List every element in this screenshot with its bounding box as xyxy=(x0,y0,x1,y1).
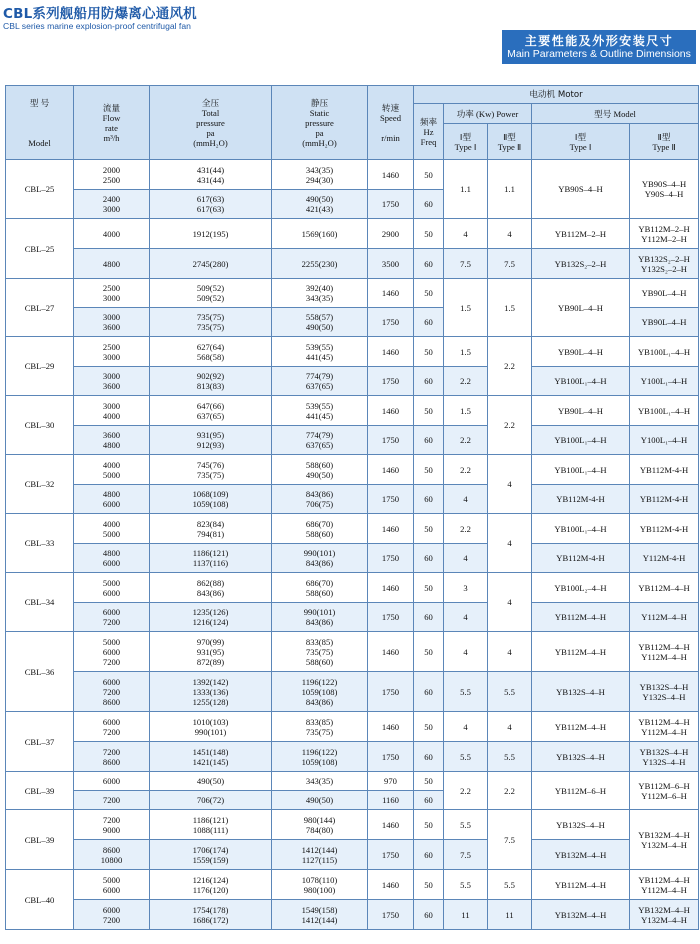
flow-cell: 2500 3000 xyxy=(74,279,150,308)
motor-type1-cell: YB100L₁–4–H xyxy=(532,514,630,544)
speed-cell: 1750 xyxy=(368,426,414,455)
speed-cell: 1750 xyxy=(368,900,414,930)
freq-cell: 50 xyxy=(414,632,444,672)
flow-cell: 2000 2500 xyxy=(74,160,150,190)
power-type1-cell: 2.2 xyxy=(444,514,488,544)
freq-cell: 50 xyxy=(414,455,444,485)
power-type2-cell: 5.5 xyxy=(488,672,532,712)
motor-type1-cell: YB100L₁–4–H xyxy=(532,426,630,455)
total-pressure-cell: 617(63) 617(63) xyxy=(150,190,272,219)
power-type1-cell: 5.5 xyxy=(444,870,488,900)
motor-type1-cell: YB100L₂–4–H xyxy=(532,573,630,603)
motor-type2-cell: Y112M-4-H xyxy=(630,544,699,573)
power-type1-cell: 1.1 xyxy=(444,160,488,219)
power-type2-cell: 2.2 xyxy=(488,396,532,455)
static-pressure-cell: 686(70) 588(60) xyxy=(272,573,368,603)
motor-type2-cell: YB112M-4-H xyxy=(630,514,699,544)
motor-type1-cell: YB132S–4–H xyxy=(532,742,630,772)
static-pressure-cell: 539(55) 441(45) xyxy=(272,337,368,367)
power-type1-cell: 4 xyxy=(444,603,488,632)
section-title-zh: 主要性能及外形安装尺寸 xyxy=(524,34,674,48)
power-type1-cell: 3 xyxy=(444,573,488,603)
static-pressure-cell: 588(60) 490(50) xyxy=(272,455,368,485)
freq-cell: 60 xyxy=(414,367,444,396)
total-pressure-cell: 1186(121) 1137(116) xyxy=(150,544,272,573)
speed-cell: 2900 xyxy=(368,219,414,249)
power-type1-cell: 1.5 xyxy=(444,337,488,367)
power-type1-cell: 2.2 xyxy=(444,426,488,455)
flow-cell: 3000 3600 xyxy=(74,367,150,396)
header-model: 型 号 Model xyxy=(6,86,74,160)
header-speed: 转速 Speed r/min xyxy=(368,86,414,160)
static-pressure-cell: 343(35) xyxy=(272,772,368,791)
header-motor-type1: Ⅰ型 Type Ⅰ xyxy=(532,124,630,160)
model-cell: CBL–37 xyxy=(6,712,74,772)
speed-cell: 1460 xyxy=(368,396,414,426)
motor-type1-cell: YB90L–4–H xyxy=(532,279,630,337)
power-type1-cell: 2.2 xyxy=(444,772,488,810)
motor-type2-cell: YB112M-4-H xyxy=(630,485,699,514)
freq-cell: 50 xyxy=(414,514,444,544)
power-type2-cell: 5.5 xyxy=(488,742,532,772)
motor-type2-cell: YB132S–4–H Y132S–4–H xyxy=(630,672,699,712)
flow-cell: 6000 xyxy=(74,772,150,791)
header-power-type2: Ⅱ型 Type Ⅱ xyxy=(488,124,532,160)
motor-type2-cell: YB132M–4–H Y132M–4–H xyxy=(630,900,699,930)
flow-cell: 3600 4800 xyxy=(74,426,150,455)
flow-cell: 4800 6000 xyxy=(74,485,150,514)
power-type1-cell: 4 xyxy=(444,219,488,249)
total-pressure-cell: 1392(142) 1333(136) 1255(128) xyxy=(150,672,272,712)
speed-cell: 1460 xyxy=(368,573,414,603)
freq-cell: 60 xyxy=(414,840,444,870)
static-pressure-cell: 843(86) 706(75) xyxy=(272,485,368,514)
speed-cell: 1750 xyxy=(368,190,414,219)
motor-type1-cell: YB112M–2–H xyxy=(532,219,630,249)
model-cell: CBL–34 xyxy=(6,573,74,632)
power-type2-cell: 1.1 xyxy=(488,160,532,219)
header-total-pressure: 全压 Total pressure pa (mmH₂O) xyxy=(150,86,272,160)
freq-cell: 60 xyxy=(414,900,444,930)
brand-header xyxy=(0,0,235,34)
series-title-zh: CBL系列舰船用防爆离心通风机 xyxy=(3,6,197,22)
freq-cell: 50 xyxy=(414,160,444,190)
series-title-en: CBL series marine explosion-proof centrifugal fan xyxy=(3,21,191,31)
static-pressure-cell: 833(85) 735(75) 588(60) xyxy=(272,632,368,672)
freq-cell: 60 xyxy=(414,603,444,632)
static-pressure-cell: 833(85) 735(75) xyxy=(272,712,368,742)
static-pressure-cell: 990(101) 843(86) xyxy=(272,603,368,632)
flow-cell: 6000 7200 xyxy=(74,603,150,632)
power-type2-cell: 4 xyxy=(488,219,532,249)
static-pressure-cell: 1549(158) 1412(144) xyxy=(272,900,368,930)
total-pressure-cell: 1706(174) 1559(159) xyxy=(150,840,272,870)
total-pressure-cell: 1010(103) 990(101) xyxy=(150,712,272,742)
flow-cell: 4800 6000 xyxy=(74,544,150,573)
motor-type1-cell: YB132M–4–H xyxy=(532,900,630,930)
flow-cell: 4000 5000 xyxy=(74,514,150,544)
freq-cell: 50 xyxy=(414,712,444,742)
model-cell: CBL–33 xyxy=(6,514,74,573)
model-cell: CBL–39 xyxy=(6,810,74,870)
freq-cell: 60 xyxy=(414,485,444,514)
speed-cell: 1460 xyxy=(368,712,414,742)
motor-type2-cell: YB90L–4–H xyxy=(630,308,699,337)
header-motor-model: 型号 Model xyxy=(532,104,699,124)
flow-cell: 4000 xyxy=(74,219,150,249)
freq-cell: 50 xyxy=(414,279,444,308)
power-type2-cell: 7.5 xyxy=(488,810,532,870)
freq-cell: 60 xyxy=(414,426,444,455)
motor-type1-cell: YB112M–4–H xyxy=(532,712,630,742)
motor-type2-cell: YB112M–4–H Y112M–4–H xyxy=(630,712,699,742)
freq-cell: 50 xyxy=(414,396,444,426)
power-type1-cell: 4 xyxy=(444,712,488,742)
power-type1-cell: 5.5 xyxy=(444,742,488,772)
total-pressure-cell: 902(92) 813(83) xyxy=(150,367,272,396)
motor-type2-cell: YB112M–4–H Y112M–4–H xyxy=(630,632,699,672)
static-pressure-cell: 343(35) 294(30) xyxy=(272,160,368,190)
freq-cell: 60 xyxy=(414,190,444,219)
header-flow: 流量 Flow rate m³/h xyxy=(74,86,150,160)
total-pressure-cell: 1216(124) 1176(120) xyxy=(150,870,272,900)
total-pressure-cell: 745(76) 735(75) xyxy=(150,455,272,485)
static-pressure-cell: 1569(160) xyxy=(272,219,368,249)
flow-cell: 5000 6000 7200 xyxy=(74,632,150,672)
motor-type1-cell: YB112M–6–H xyxy=(532,772,630,810)
total-pressure-cell: 970(99) 931(95) 872(89) xyxy=(150,632,272,672)
power-type2-cell: 5.5 xyxy=(488,870,532,900)
total-pressure-cell: 509(52) 509(52) xyxy=(150,279,272,308)
speed-cell: 1750 xyxy=(368,308,414,337)
freq-cell: 50 xyxy=(414,219,444,249)
flow-cell: 2400 3000 xyxy=(74,190,150,219)
power-type2-cell: 4 xyxy=(488,514,532,573)
power-type2-cell: 4 xyxy=(488,712,532,742)
static-pressure-cell: 774(79) 637(65) xyxy=(272,367,368,396)
static-pressure-cell: 686(70) 588(60) xyxy=(272,514,368,544)
model-cell: CBL–32 xyxy=(6,455,74,514)
flow-cell: 5000 6000 xyxy=(74,870,150,900)
motor-type2-cell: YB100L₁–4–H xyxy=(630,337,699,367)
motor-type2-cell: YB112M–4–H xyxy=(630,573,699,603)
static-pressure-cell: 1196(122) 1059(108) xyxy=(272,742,368,772)
speed-cell: 1460 xyxy=(368,632,414,672)
power-type1-cell: 11 xyxy=(444,900,488,930)
total-pressure-cell: 2745(280) xyxy=(150,249,272,279)
power-type2-cell: 4 xyxy=(488,632,532,672)
flow-cell: 5000 6000 xyxy=(74,573,150,603)
power-type1-cell: 2.2 xyxy=(444,455,488,485)
table-body xyxy=(6,160,699,930)
motor-type1-cell: YB132S–4–H xyxy=(532,672,630,712)
speed-cell: 1460 xyxy=(368,337,414,367)
motor-type2-cell: YB112M–6–H Y112M–6–H xyxy=(630,772,699,810)
flow-cell: 3000 4000 xyxy=(74,396,150,426)
power-type1-cell: 5.5 xyxy=(444,810,488,840)
model-cell: CBL–25 xyxy=(6,160,74,219)
power-type1-cell: 5.5 xyxy=(444,672,488,712)
parameters-table-wrap xyxy=(5,85,698,930)
header-motor: 电动机 Motor xyxy=(414,86,699,104)
freq-cell: 50 xyxy=(414,810,444,840)
static-pressure-cell: 1078(110) 980(100) xyxy=(272,870,368,900)
flow-cell: 2500 3000 xyxy=(74,337,150,367)
freq-cell: 60 xyxy=(414,544,444,573)
power-type1-cell: 1.5 xyxy=(444,279,488,337)
speed-cell: 1750 xyxy=(368,544,414,573)
static-pressure-cell: 392(40) 343(35) xyxy=(272,279,368,308)
speed-cell: 970 xyxy=(368,772,414,791)
motor-type1-cell: YB132S–4–H xyxy=(532,810,630,840)
total-pressure-cell: 1235(126) 1216(124) xyxy=(150,603,272,632)
speed-cell: 1460 xyxy=(368,870,414,900)
speed-cell: 3500 xyxy=(368,249,414,279)
header-static-pressure: 静压 Static pressure pa (mmH₂O) xyxy=(272,86,368,160)
total-pressure-cell: 931(95) 912(93) xyxy=(150,426,272,455)
power-type1-cell: 2.2 xyxy=(444,367,488,396)
motor-type1-cell: YB100L₁–4–H xyxy=(532,455,630,485)
static-pressure-cell: 490(50) xyxy=(272,791,368,810)
motor-type2-cell: YB132S₂–2–H Y132S₂–2–H xyxy=(630,249,699,279)
static-pressure-cell: 774(79) 637(65) xyxy=(272,426,368,455)
power-type2-cell: 2.2 xyxy=(488,772,532,810)
freq-cell: 50 xyxy=(414,772,444,791)
section-title-en: Main Parameters & Outline Dimensions xyxy=(507,48,691,60)
freq-cell: 60 xyxy=(414,672,444,712)
motor-type1-cell: YB100L₁–4–H xyxy=(532,367,630,396)
total-pressure-cell: 627(64) 568(58) xyxy=(150,337,272,367)
header-motor-type2: Ⅱ型 Type Ⅱ xyxy=(630,124,699,160)
power-type2-cell: 1.5 xyxy=(488,279,532,337)
flow-cell: 6000 7200 8600 xyxy=(74,672,150,712)
motor-type2-cell: Y112M–4–H xyxy=(630,603,699,632)
section-banner xyxy=(502,30,696,64)
static-pressure-cell: 2255(230) xyxy=(272,249,368,279)
total-pressure-cell: 1754(178) 1686(172) xyxy=(150,900,272,930)
power-type2-cell: 11 xyxy=(488,900,532,930)
header-freq: 频率 Hz Freq xyxy=(414,104,444,160)
motor-type2-cell: YB112M-4-H xyxy=(630,455,699,485)
header-power: 功率 (Kw) Power xyxy=(444,104,532,124)
static-pressure-cell: 1196(122) 1059(108) 843(86) xyxy=(272,672,368,712)
motor-type2-cell: Y100L₁–4–H xyxy=(630,367,699,396)
freq-cell: 50 xyxy=(414,337,444,367)
freq-cell: 60 xyxy=(414,308,444,337)
motor-type2-cell: YB90S–4–H Y90S–4–H xyxy=(630,160,699,219)
model-cell: CBL–36 xyxy=(6,632,74,712)
motor-type1-cell: YB112M-4-H xyxy=(532,485,630,514)
flow-cell: 7200 xyxy=(74,791,150,810)
motor-type2-cell: YB112M–4–H Y112M–4–H xyxy=(630,870,699,900)
motor-type1-cell: YB112M–4–H xyxy=(532,632,630,672)
total-pressure-cell: 862(88) 843(86) xyxy=(150,573,272,603)
flow-cell: 8600 10800 xyxy=(74,840,150,870)
flow-cell: 3000 3600 xyxy=(74,308,150,337)
motor-type1-cell: YB112M-4-H xyxy=(532,544,630,573)
total-pressure-cell: 823(84) 794(81) xyxy=(150,514,272,544)
freq-cell: 60 xyxy=(414,791,444,810)
static-pressure-cell: 558(57) 490(50) xyxy=(272,308,368,337)
speed-cell: 1750 xyxy=(368,367,414,396)
motor-type1-cell: YB112M–4–H xyxy=(532,603,630,632)
speed-cell: 1460 xyxy=(368,160,414,190)
flow-cell: 6000 7200 xyxy=(74,900,150,930)
total-pressure-cell: 706(72) xyxy=(150,791,272,810)
model-cell: CBL–25 xyxy=(6,219,74,279)
motor-type2-cell: YB132M–4–H Y132M–4–H xyxy=(630,810,699,870)
total-pressure-cell: 1912(195) xyxy=(150,219,272,249)
total-pressure-cell: 490(50) xyxy=(150,772,272,791)
total-pressure-cell: 1068(109) 1059(108) xyxy=(150,485,272,514)
static-pressure-cell: 980(144) 784(80) xyxy=(272,810,368,840)
parameters-table xyxy=(5,85,699,930)
power-type1-cell: 1.5 xyxy=(444,396,488,426)
power-type1-cell: 7.5 xyxy=(444,840,488,870)
model-cell: CBL–30 xyxy=(6,396,74,455)
motor-type1-cell: YB132M–4–H xyxy=(532,840,630,870)
model-cell: CBL–27 xyxy=(6,279,74,337)
motor-type1-cell: YB90L–4–H xyxy=(532,337,630,367)
freq-cell: 60 xyxy=(414,742,444,772)
motor-type2-cell: Y100L₁–4–H xyxy=(630,426,699,455)
total-pressure-cell: 1451(148) 1421(145) xyxy=(150,742,272,772)
motor-type1-cell: YB112M–4–H xyxy=(532,870,630,900)
total-pressure-cell: 647(66) 637(65) xyxy=(150,396,272,426)
flow-cell: 7200 8600 xyxy=(74,742,150,772)
total-pressure-cell: 1186(121) 1088(111) xyxy=(150,810,272,840)
speed-cell: 1750 xyxy=(368,840,414,870)
motor-type2-cell: YB132S–4–H Y132S–4–H xyxy=(630,742,699,772)
freq-cell: 50 xyxy=(414,870,444,900)
speed-cell: 1160 xyxy=(368,791,414,810)
motor-type2-cell: YB90L–4–H xyxy=(630,279,699,308)
power-type2-cell: 2.2 xyxy=(488,337,532,396)
freq-cell: 60 xyxy=(414,249,444,279)
static-pressure-cell: 490(50) 421(43) xyxy=(272,190,368,219)
freq-cell: 50 xyxy=(414,573,444,603)
power-type2-cell: 4 xyxy=(488,573,532,632)
speed-cell: 1750 xyxy=(368,742,414,772)
flow-cell: 7200 9000 xyxy=(74,810,150,840)
motor-type1-cell: YB132S₂–2–H xyxy=(532,249,630,279)
motor-type1-cell: YB90L–4–H xyxy=(532,396,630,426)
speed-cell: 1460 xyxy=(368,279,414,308)
model-cell: CBL–39 xyxy=(6,772,74,810)
flow-cell: 6000 7200 xyxy=(74,712,150,742)
power-type1-cell: 4 xyxy=(444,485,488,514)
speed-cell: 1750 xyxy=(368,485,414,514)
header-power-type1: Ⅰ型 Type Ⅰ xyxy=(444,124,488,160)
model-cell: CBL–40 xyxy=(6,870,74,930)
motor-type2-cell: YB112M–2–H Y112M–2–H xyxy=(630,219,699,249)
total-pressure-cell: 431(44) 431(44) xyxy=(150,160,272,190)
power-type2-cell: 7.5 xyxy=(488,249,532,279)
power-type1-cell: 4 xyxy=(444,632,488,672)
speed-cell: 1460 xyxy=(368,810,414,840)
flow-cell: 4000 5000 xyxy=(74,455,150,485)
motor-type2-cell: YB100L₁–4–H xyxy=(630,396,699,426)
flow-cell: 4800 xyxy=(74,249,150,279)
power-type2-cell: 4 xyxy=(488,455,532,514)
static-pressure-cell: 1412(144) 1127(115) xyxy=(272,840,368,870)
speed-cell: 1750 xyxy=(368,603,414,632)
total-pressure-cell: 735(75) 735(75) xyxy=(150,308,272,337)
speed-cell: 1460 xyxy=(368,455,414,485)
static-pressure-cell: 990(101) 843(86) xyxy=(272,544,368,573)
speed-cell: 1750 xyxy=(368,672,414,712)
power-type1-cell: 7.5 xyxy=(444,249,488,279)
speed-cell: 1460 xyxy=(368,514,414,544)
model-cell: CBL–29 xyxy=(6,337,74,396)
static-pressure-cell: 539(55) 441(45) xyxy=(272,396,368,426)
motor-type1-cell: YB90S–4–H xyxy=(532,160,630,219)
power-type1-cell: 4 xyxy=(444,544,488,573)
